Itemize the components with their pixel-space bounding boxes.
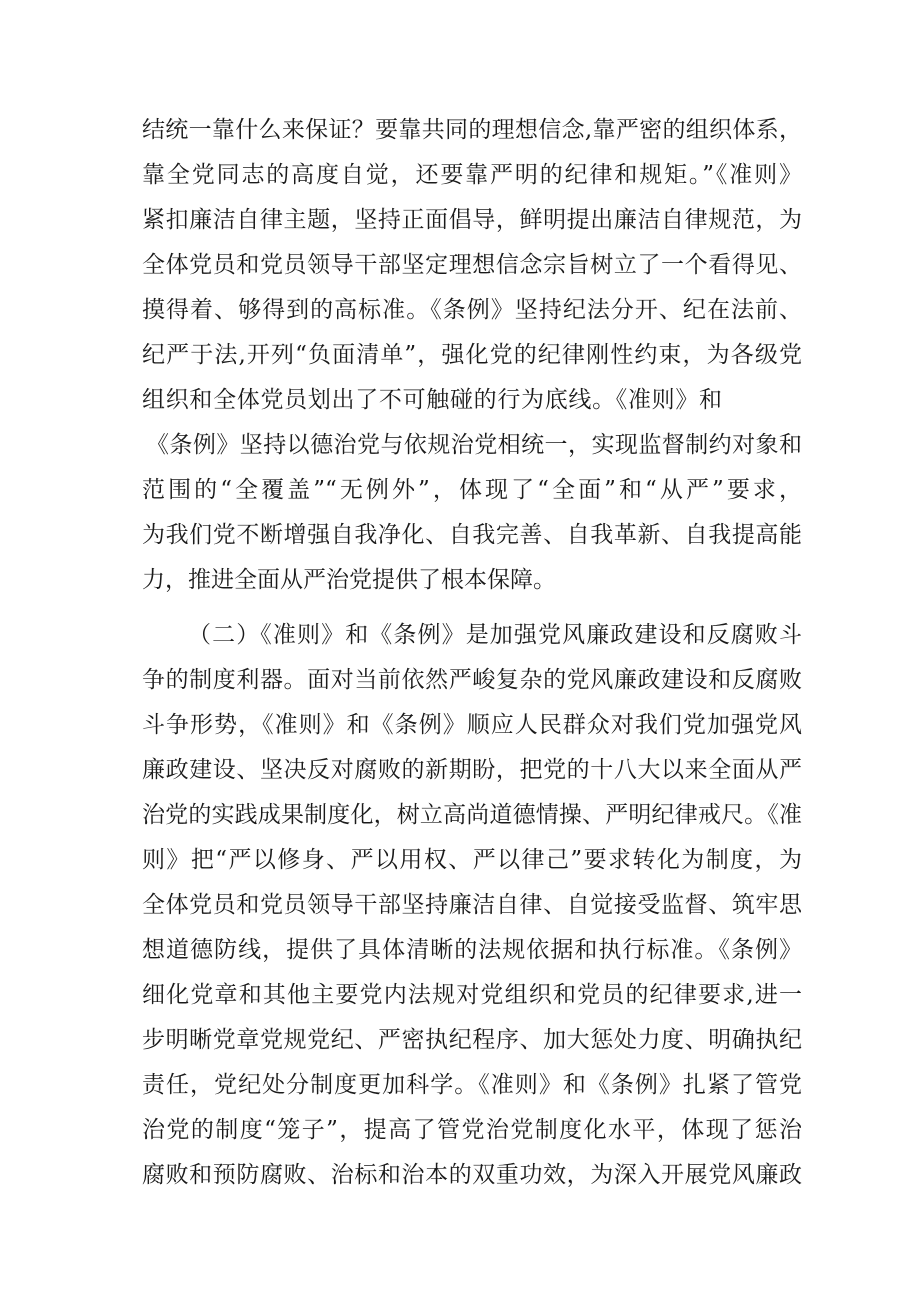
text-line: 全体党员和党员领导干部坚定理想信念宗旨树立了一个看得见、 (142, 252, 802, 278)
text-line: 结统一靠什么来保证？要靠共同的理想信念,靠严密的组织体系， (142, 117, 802, 143)
text-line: 责任，党纪处分制度更加科学。《准则》和《条例》扎紧了管党 (142, 1072, 802, 1098)
text-line: 紧扣廉洁自律主题，坚持正面倡导，鲜明提出廉洁自律规范，为 (142, 207, 802, 233)
text-line: 细化党章和其他主要党内法规对党组织和党员的纪律要求,进一 (142, 982, 802, 1008)
text-line: 靠全党同志的高度自觉，还要靠严明的纪律和规矩。”《准则》 (142, 162, 802, 188)
text-line: 想道德防线，提供了具体清晰的法规依据和执行标准。《条例》 (142, 937, 802, 963)
text-line: 斗争形势，《准则》和《条例》顺应人民群众对我们党加强党风 (142, 712, 802, 738)
section-heading-line: （二）《准则》和《条例》是加强党风廉政建设和反腐败斗 (188, 622, 802, 648)
text-line: 全体党员和党员领导干部坚持廉洁自律、自觉接受监督、筑牢思 (142, 892, 802, 918)
text-line: 《条例》坚持以德治党与依规治党相统一，实现监督制约对象和 (146, 432, 802, 458)
text-line: 范围的“全覆盖”“无例外”，体现了“全面”和“从严”要求， (142, 477, 802, 503)
text-line: 廉政建设、坚决反对腐败的新期盼，把党的十八大以来全面从严 (142, 757, 802, 783)
text-line: 争的制度利器。面对当前依然严峻复杂的党风廉政建设和反腐败 (142, 667, 802, 693)
text-line: 组织和全体党员划出了不可触碰的行为底线。《准则》和 (142, 387, 722, 413)
text-line: 则》把“严以修身、严以用权、严以律己”要求转化为制度，为 (142, 847, 802, 873)
text-line: 步明晰党章党规党纪、严密执纪程序、加大惩处力度、明确执纪 (142, 1027, 802, 1053)
text-line: 为我们党不断增强自我净化、自我完善、自我革新、自我提高能 (142, 522, 802, 548)
text-line: 治党的制度“笼子”，提高了管党治党制度化水平，体现了惩治 (142, 1117, 802, 1143)
text-line: 纪严于法,开列“负面清单”，强化党的纪律刚性约束，为各级党 (142, 342, 802, 368)
text-line: 腐败和预防腐败、治标和治本的双重功效，为深入开展党风廉政 (142, 1162, 802, 1188)
text-line: 治党的实践成果制度化，树立高尚道德情操、严明纪律戒尺。《准 (142, 802, 802, 828)
text-line: 摸得着、够得到的高标准。《条例》坚持纪法分开、纪在法前、 (142, 297, 802, 323)
text-line: 力，推进全面从严治党提供了根本保障。 (142, 567, 556, 593)
